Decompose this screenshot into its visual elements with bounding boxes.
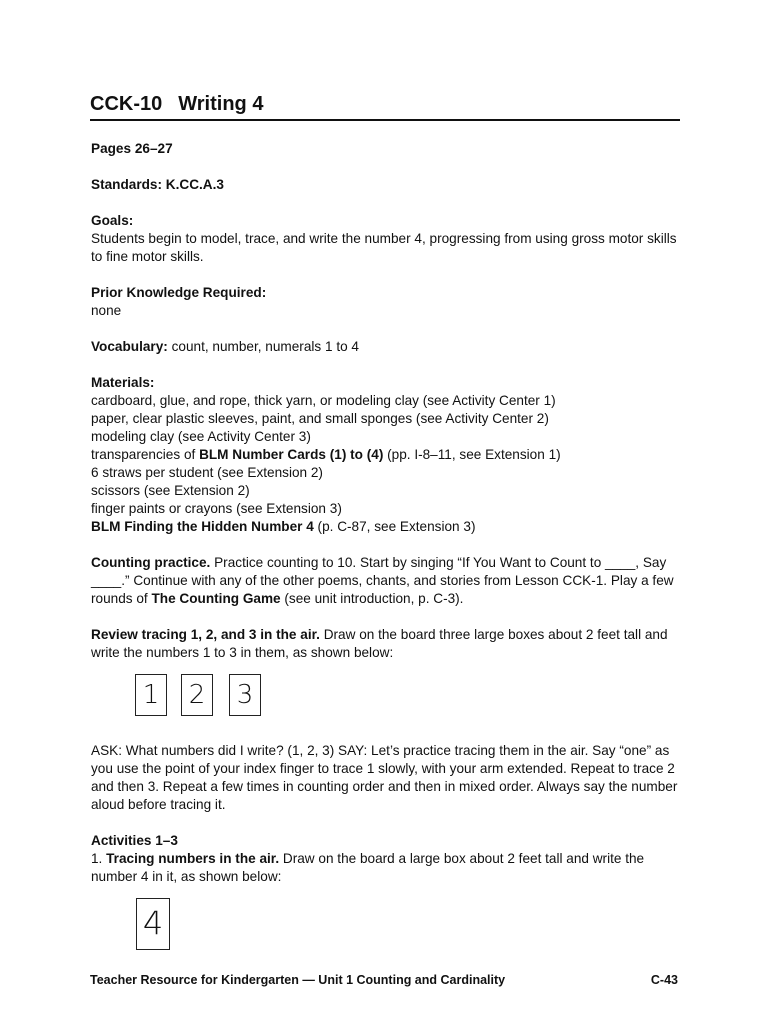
activities-section: Activities 1–3 1. Tracing numbers in the air. Draw on the board a large box about 2 feet tall and write the number 4 in it, as shown below: <box>91 832 681 886</box>
ask-paragraph: ASK: What numbers did I write? (1, 2, 3) SAY: Let’s practice tracing them in the air. Say “one” as you use the point of your index finger to trace 1 slowly, with your arm extended. Repeat to trace 2 and then 3. Repeat a few times in counting order and then in mixed order. Always say the number aloud before tracing it. <box>91 743 678 812</box>
number-box-4 <box>91 898 681 954</box>
counting-practice-section: Counting practice. Practice counting to 10. Start by singing “If You Want to Count to ____, Say ____.” Continue with any of the other poems, chants, and stories from Lesson CCK-1. Play a few rounds of The Counting Game (see unit introduction, p. C-3). <box>91 555 674 606</box>
materials-item: paper, clear plastic sleeves, paint, and small sponges (see Activity Center 2) <box>91 411 549 426</box>
prior-knowledge-label: Prior Knowledge Required: <box>91 285 267 300</box>
page-title <box>90 92 680 121</box>
lesson-code: CCK-10 <box>90 93 163 115</box>
materials-item: scissors (see Extension 2) <box>91 483 250 498</box>
lesson-title: Writing 4 <box>178 93 264 115</box>
activities-label: Activities 1–3 <box>91 833 178 848</box>
vocabulary-section <box>91 338 681 356</box>
standards-line: Standards: K.CC.A.3 <box>91 177 224 192</box>
materials-item: modeling clay (see Activity Center 3) <box>91 429 311 444</box>
main-content <box>91 140 681 972</box>
number-box: 3 <box>229 674 261 716</box>
number-box: 1 <box>135 674 167 716</box>
materials-item: 6 straws per student (see Extension 2) <box>91 465 323 480</box>
prior-knowledge-section <box>91 284 681 320</box>
page-number: C-43 <box>650 973 678 987</box>
materials-label: Materials: <box>91 375 155 390</box>
number-box: 4 <box>136 898 170 950</box>
materials-item: cardboard, glue, and rope, thick yarn, or modeling clay (see Activity Center 1) <box>91 393 556 408</box>
number-boxes-1-3 <box>91 674 681 724</box>
vocabulary-label: Vocabulary: <box>91 339 168 354</box>
goals-section <box>91 212 681 266</box>
goals-label: Goals: <box>91 213 134 228</box>
number-box: 2 <box>181 674 213 716</box>
materials-item: transparencies of BLM Number Cards (1) to (4) (pp. I-8–11, see Extension 1) <box>91 447 561 462</box>
goals-text: Students begin to model, trace, and write the number 4, progressing from using gross motor skills to fine motor skills. <box>91 231 677 264</box>
materials-section <box>91 374 681 536</box>
review-tracing-label: Review tracing 1, 2, and 3 in the air. <box>91 627 320 642</box>
vocabulary-text: count, number, numerals 1 to 4 <box>167 339 359 354</box>
pages-line: Pages 26–27 <box>91 141 173 156</box>
review-tracing-section: Review tracing 1, 2, and 3 in the air. Draw on the board three large boxes about 2 feet tall and write the numbers 1 to 3 in them, as shown below: <box>91 627 668 660</box>
page-footer <box>90 971 680 989</box>
materials-item: BLM Finding the Hidden Number 4 (p. C-87, see Extension 3) <box>91 519 476 534</box>
prior-knowledge-text: none <box>91 303 122 318</box>
footer-title: Teacher Resource for Kindergarten — Unit 1 Counting and Cardinality <box>90 973 506 987</box>
counting-practice-label: Counting practice. <box>91 555 211 570</box>
materials-item: finger paints or crayons (see Extension 3) <box>91 501 342 516</box>
